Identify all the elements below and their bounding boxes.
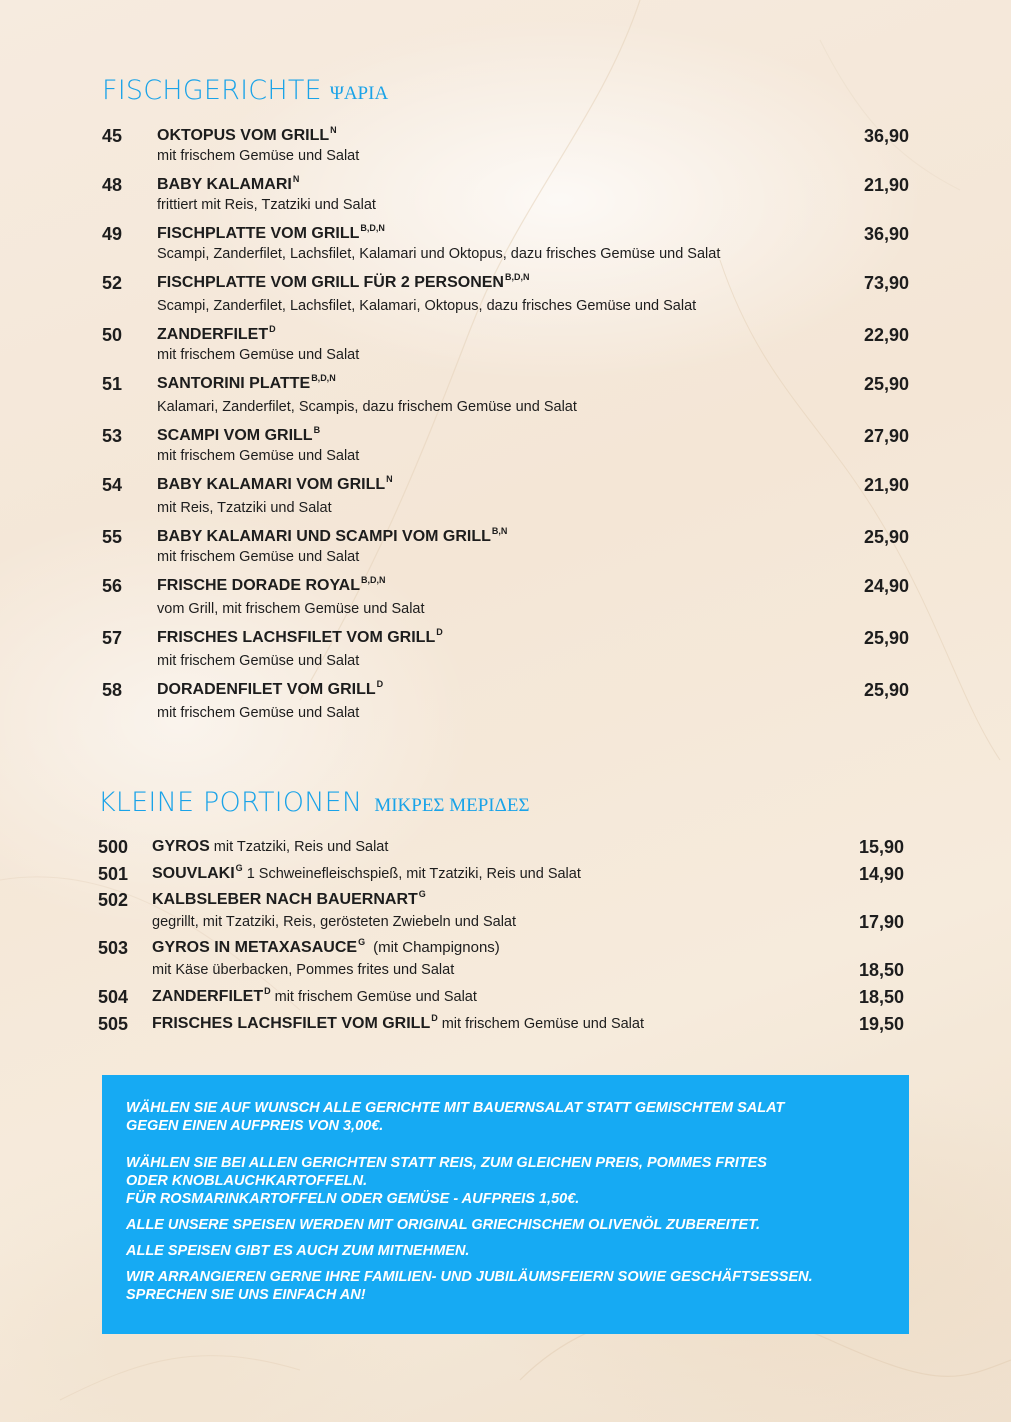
item-name: BABY KALAMARI UND SCAMPI VOM $GRILL^{B,N}$ <box>157 526 508 545</box>
allergen-codes: D <box>436 627 443 637</box>
item-name: FISCHPLATTE VOM GRILL FÜR 2 $PERSONEN^{B,D,N}$ <box>157 272 530 291</box>
item-description: mit frischem Gemüse und Salat <box>157 148 360 164</box>
item-description: mit frischem Gemüse und Salat <box>274 989 477 1005</box>
item-name: $ZANDERFILET^D$ <box>157 324 276 343</box>
item-price: 73,90 <box>863 273 909 293</box>
item-price: 36,90 <box>863 126 909 146</box>
allergen-codes: B <box>313 425 321 435</box>
item-price: 21,90 <box>863 475 909 495</box>
item-name: DORADENFILET VOM $GRILL^D$ <box>157 679 384 698</box>
item-number: 49 <box>102 224 123 244</box>
item-number: 48 <box>102 175 123 195</box>
item-description: mit frischem Gemüse und Salat <box>157 549 360 565</box>
info-paragraph: ALLE SPEISEN GIBT ES AUCH ZUM MITNEHMEN. <box>126 1243 470 1259</box>
allergen-codes: D <box>376 679 384 689</box>
item-name: BABY $KALAMARI^N$ <box>157 174 300 193</box>
item-number: 500 <box>98 837 129 857</box>
item-number: 50 <box>102 325 123 345</box>
item-name: FRISCHES LACHSFILET VOM $GRILL^D$ <box>157 627 443 646</box>
item-number: 56 <box>102 576 123 596</box>
item-description: Scampi, Zanderfilet, Lachsfilet, Kalamari, Oktopus, dazu frisches Gemüse und Salat <box>157 298 697 314</box>
item-description-2: mit Käse überbacken, Pommes frites und Salat <box>152 962 455 978</box>
item-number: 505 <box>98 1014 129 1034</box>
item-number: 55 <box>102 527 123 547</box>
item-price: 27,90 <box>863 426 909 446</box>
allergen-codes: G <box>235 863 243 873</box>
item-name: $ZANDERFILET^D$ <box>152 986 271 1005</box>
item-name: GYROS <box>152 838 210 855</box>
item-number: 53 <box>102 426 123 446</box>
item-description: vom Grill, mit frischem Gemüse und Salat <box>157 601 425 617</box>
small-section-title <box>98 787 530 818</box>
item-description: 1 Schweinefleischspieß, mit Tzatziki, Reis und Salat <box>246 866 581 882</box>
item-name: GYROS IN $METAXASAUCE^G$ <box>152 937 366 956</box>
small-title-gr: ΜΙΚΡΕΣ ΜΕΡΙΔΕΣ <box>374 795 530 816</box>
item-name: $SOUVLAKI^G$ <box>152 863 243 882</box>
item-description: gegrillt, mit Tzatziki, Reis, gerösteten Zwiebeln und Salat <box>152 914 517 930</box>
item-description: mit frischem Gemüse und Salat <box>157 448 360 464</box>
item-number: 57 <box>102 628 123 648</box>
item-price: 22,90 <box>863 325 909 345</box>
allergen-codes: B,N <box>491 526 508 536</box>
fish-title-de: FISCHGERICHTE <box>102 75 322 106</box>
item-price: 25,90 <box>863 527 909 547</box>
allergen-codes: N <box>330 125 337 135</box>
item-name: SCAMPI VOM $GRILL^B$ <box>157 425 321 444</box>
allergen-codes: D <box>269 324 276 334</box>
item-price: 18,50 <box>858 960 904 980</box>
allergen-codes: B,D,N <box>504 272 530 282</box>
item-price: 25,90 <box>863 374 909 394</box>
item-description: mit Tzatziki, Reis und Salat <box>213 839 389 855</box>
item-description: mit frischem Gemüse und Salat <box>441 1016 644 1032</box>
item-number: 503 <box>98 938 129 958</box>
item-number: 504 <box>98 987 129 1007</box>
allergen-codes: N <box>386 474 393 484</box>
item-description: Kalamari, Zanderfilet, Scampis, dazu frischem Gemüse und Salat <box>157 399 577 415</box>
item-name: FRISCHES LACHSFILET VOM $GRILL^D$ <box>152 1013 438 1032</box>
item-price: 17,90 <box>858 912 904 932</box>
item-name: BABY KALAMARI VOM $GRILL^N$ <box>157 474 393 493</box>
item-description: mit frischem Gemüse und Salat <box>157 705 360 721</box>
item-description: frittiert mit Reis, Tzatziki und Salat <box>157 197 376 213</box>
allergen-codes: B,D,N <box>311 373 336 383</box>
item-description: Scampi, Zanderfilet, Lachsfilet, Kalamari und Oktopus, dazu frisches Gemüse und Salat <box>157 246 721 262</box>
item-description: mit Reis, Tzatziki und Salat <box>157 500 332 516</box>
allergen-codes: B,D,N <box>360 223 385 233</box>
item-description: mit frischem Gemüse und Salat <box>157 347 360 363</box>
small-title-de: KLEINE PORTIONEN <box>98 787 363 818</box>
item-name: OKTOPUS VOM $GRILL^N$ <box>157 125 337 144</box>
allergen-codes: N <box>292 174 300 184</box>
item-number: 45 <box>102 126 123 146</box>
item-price: 21,90 <box>863 175 909 195</box>
allergen-codes: D <box>431 1013 438 1023</box>
fish-section-title <box>102 75 388 106</box>
allergen-codes: G <box>358 937 366 947</box>
allergen-codes: D <box>264 986 271 996</box>
info-paragraph: WÄHLEN SIE BEI ALLEN GERICHTEN STATT REIS, ZUM GLEICHEN PREIS, POMMES FRITES ODER KNOBLAUCHKARTOFFELN. FÜR ROSMARINKARTOFFELN ODER GEMÜSE - AUFPREIS 1,50€. <box>126 1155 767 1207</box>
fish-title-gr: ΨΑΡΙΑ <box>329 83 389 104</box>
item-number: 58 <box>102 680 123 700</box>
item-name: KALBSLEBER NACH $BAUERNART^G$ <box>152 889 426 908</box>
item-number: 501 <box>98 864 129 884</box>
item-name: FRISCHE DORADE $ROYAL^{B,D,N}$ <box>157 575 386 594</box>
allergen-codes: B,D,N <box>360 575 386 585</box>
item-number: 52 <box>102 273 123 293</box>
info-box <box>102 1075 909 1334</box>
item-number: 502 <box>98 890 129 910</box>
item-number: 51 <box>102 374 123 394</box>
item-price: 36,90 <box>863 224 909 244</box>
item-price: 15,90 <box>858 837 904 857</box>
item-price: 19,50 <box>858 1014 904 1034</box>
info-paragraph: ALLE UNSERE SPEISEN WERDEN MIT ORIGINAL GRIECHISCHEM OLIVENÖL ZUBEREITET. <box>126 1217 761 1233</box>
item-price: 25,90 <box>863 628 909 648</box>
item-price: 18,50 <box>858 987 904 1007</box>
allergen-codes: G <box>418 889 426 899</box>
item-price: 24,90 <box>863 576 909 596</box>
item-description: mit frischem Gemüse und Salat <box>157 653 360 669</box>
item-name: SANTORINI $PLATTE^{B,D,N}$ <box>157 373 336 392</box>
info-paragraph: WÄHLEN SIE AUF WUNSCH ALLE GERICHTE MIT BAUERNSALAT STATT GEMISCHTEM SALAT GEGEN EINEN AUFPREIS VON 3,00€. <box>126 1100 785 1134</box>
item-number: 54 <box>102 475 123 495</box>
item-price: 25,90 <box>863 680 909 700</box>
item-price: 14,90 <box>858 864 904 884</box>
item-name: FISCHPLATTE VOM $GRILL^{B,D,N}$ <box>157 223 385 242</box>
item-description: (mit Champignons) <box>373 939 500 956</box>
info-paragraph: WIR ARRANGIEREN GERNE IHRE FAMILIEN- UND JUBILÄUMSFEIERN SOWIE GESCHÄFTSESSEN. SPRECHEN SIE UNS EINFACH AN! <box>126 1269 813 1303</box>
